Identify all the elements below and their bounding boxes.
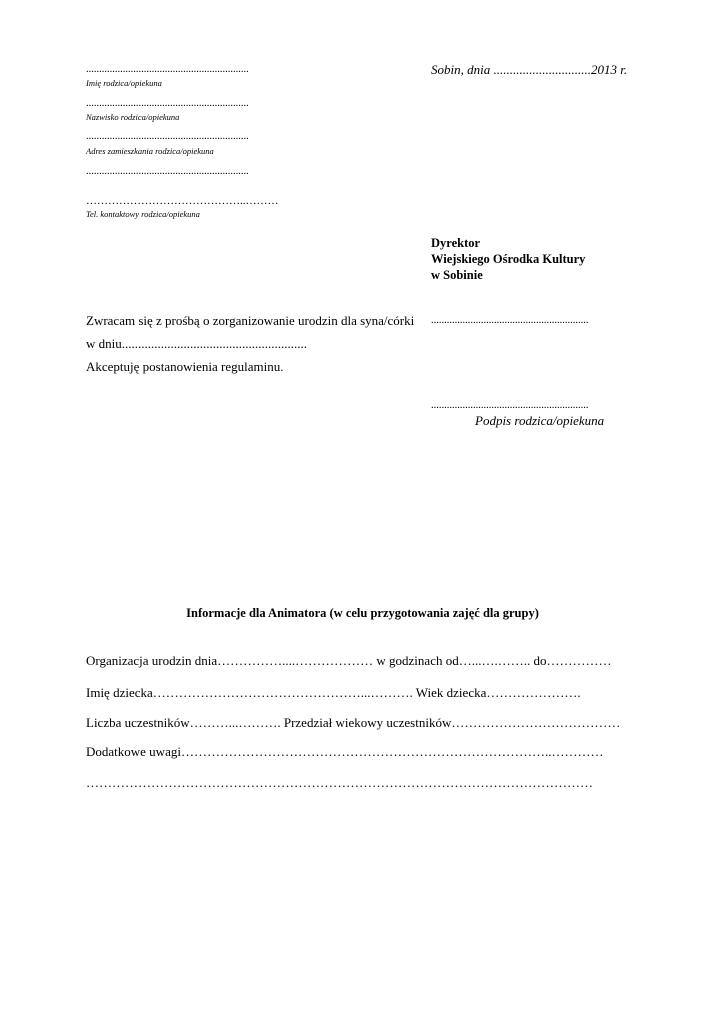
signature-line[interactable]: ............................................................: [431, 400, 589, 411]
request-text: Zwracam się z prośbą o zorganizowanie urodzin dla syna/córki: [86, 313, 415, 328]
animator-participants-line[interactable]: Liczba uczestników………...………. Przedział wiekowy uczestników…………………………………: [86, 715, 621, 730]
place-date[interactable]: Sobin, dnia ..............................2013 r.: [431, 62, 628, 77]
parent-last-name-line[interactable]: ..............................................................: [86, 98, 249, 109]
parent-last-name-caption: Nazwisko rodzica/opiekuna: [86, 112, 180, 122]
parent-first-name-caption: Imię rodzica/opiekuna: [86, 78, 162, 88]
addressee-institution: Wiejskiego Ośrodka Kultury: [431, 252, 586, 266]
parent-address-caption: Adres zamieszkania rodzica/opiekuna: [86, 146, 214, 156]
animator-date-hours-line[interactable]: Organizacja urodzin dnia……………....……………… w godzinach od…...….…….. do……………: [86, 653, 612, 668]
parent-address-line-2[interactable]: ..............................................................: [86, 166, 249, 177]
signature-caption: Podpis rodzica/opiekuna: [475, 413, 605, 428]
animator-child-name-age-line[interactable]: Imię dziecka…………………………………………...………. Wiek dziecka………………….: [86, 685, 581, 700]
parent-phone-line[interactable]: ……………………………………..………: [86, 195, 279, 207]
animator-section-title: Informacje dla Animatora (w celu przygotowania zajęć dla grupy): [186, 606, 539, 620]
request-date-line[interactable]: w dniu.........................................................: [86, 336, 307, 351]
animator-notes-line-2[interactable]: ………………………………………………………………………………………………………: [86, 775, 593, 790]
addressee-title: Dyrektor: [431, 236, 481, 250]
request-accept-rules: Akceptuję postanowienia regulaminu.: [86, 359, 284, 374]
parent-first-name-line[interactable]: ..............................................................: [86, 64, 249, 75]
animator-notes-line[interactable]: Dodatkowe uwagi…………………………………………………………………………..…………: [86, 744, 604, 759]
child-name-line[interactable]: ............................................................: [431, 315, 589, 326]
addressee-location: w Sobinie: [431, 268, 483, 282]
parent-address-line[interactable]: ..............................................................: [86, 131, 249, 142]
parent-phone-caption: Tel. kontaktowy rodzica/opiekuna: [86, 209, 200, 219]
